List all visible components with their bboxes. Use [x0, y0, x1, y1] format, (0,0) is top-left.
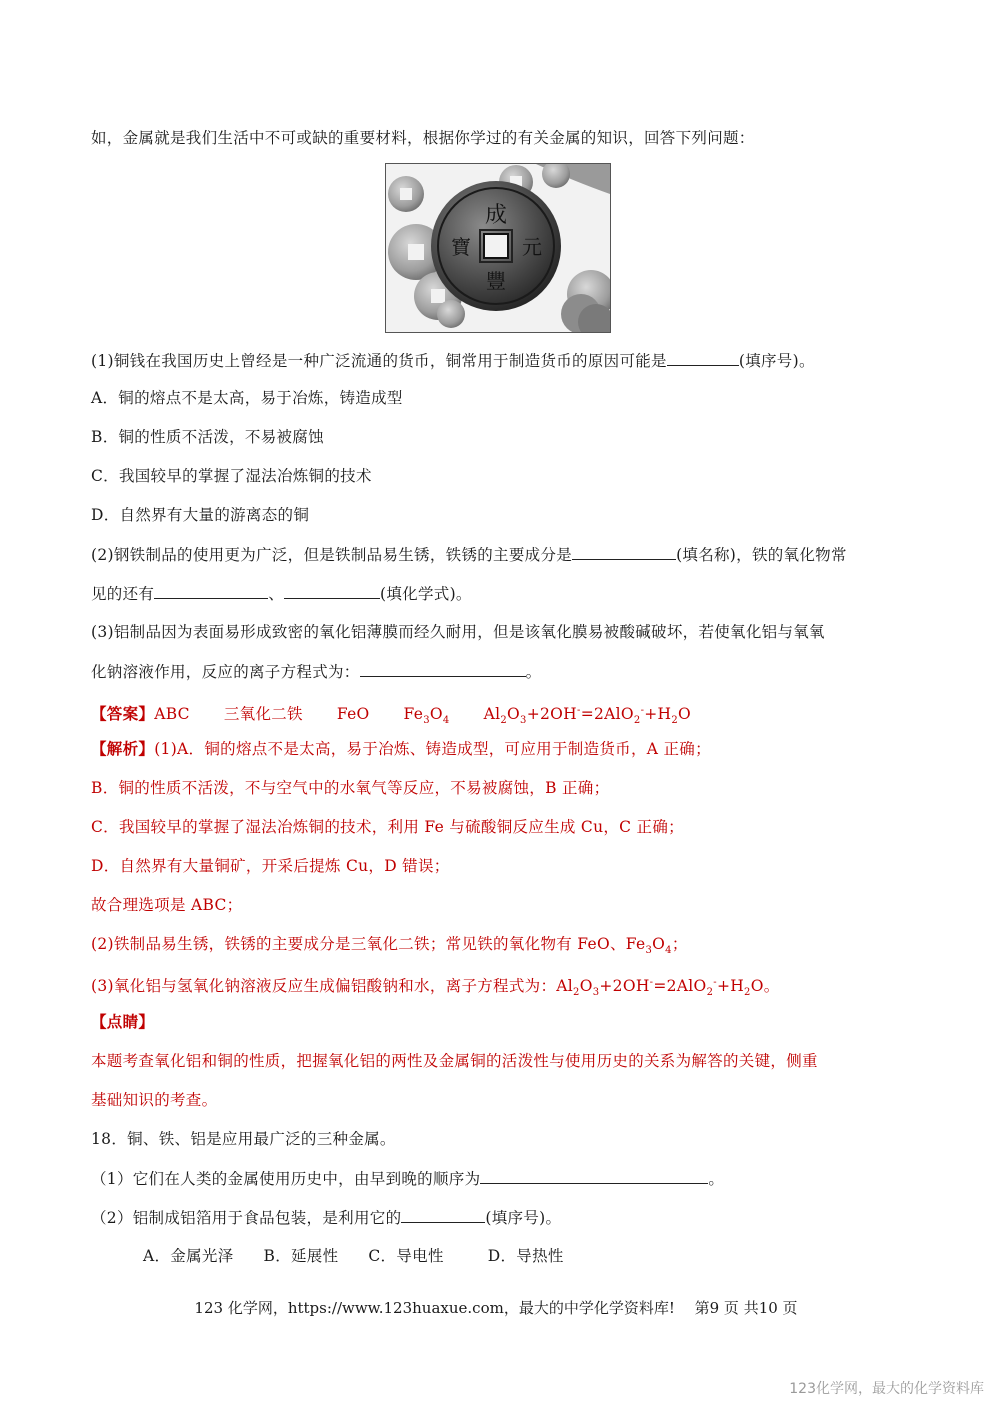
analysis-text-1: (1)A．铜的熔点不是太高，易于冶炼、铸造成型，可应用于制造货币，A 正确； — [154, 740, 711, 758]
option-b: B．铜的性质不活泼，不易被腐蚀 — [91, 428, 324, 446]
watermark: 123化学网，最大的化学资料库 — [789, 1381, 984, 1397]
separator: 、 — [268, 585, 285, 603]
answer-blank-7[interactable] — [401, 1206, 485, 1223]
q18-part1-text: （1）它们在人类的金属使用历史中，由早到晚的顺序为 — [91, 1170, 481, 1188]
answer-label: 【答案】 — [91, 704, 155, 724]
question-18-part-2 — [91, 1206, 561, 1229]
q18-part1-suffix: 。 — [708, 1170, 725, 1188]
svg-text:寶: 寶 — [451, 235, 471, 259]
question-3-line-2 — [91, 660, 541, 683]
question-2-line2-suffix: (填化学式)。 — [380, 585, 472, 603]
question-18-part-1 — [91, 1167, 724, 1190]
comment-line-1: 本题考查氧化铝和铜的性质，把握氧化铝的两性及金属铜的活泼性与使用历史的关系为解答的关键，侧重 — [91, 1052, 818, 1070]
analysis-line-2: B．铜的性质不活泼，不与空气中的水氧气等反应，不易被腐蚀，B 正确； — [91, 779, 610, 797]
svg-text:元: 元 — [522, 235, 542, 259]
q18-option-d: D．导热性 — [487, 1247, 564, 1265]
question-3-text: 化钠溶液作用，反应的离子方程式为： — [91, 663, 360, 681]
answer-blank-3[interactable] — [154, 582, 268, 599]
analysis-line-3: C．我国较早的掌握了湿法冶炼铜的技术，利用 Fe 与硫酸铜反应生成 Cu，C 正确； — [91, 818, 684, 836]
question-1-suffix: (填序号)。 — [738, 352, 815, 370]
analysis-line-6: (2)铁制品易生锈，铁锈的主要成分是三氧化二铁；常见铁的氧化物有 FeO、$Fe_3O_4$； — [91, 935, 688, 957]
answer-blank-6[interactable] — [480, 1167, 708, 1184]
option-c: C．我国较早的掌握了湿法冶炼铜的技术 — [91, 467, 372, 485]
q18-option-a: A．金属光泽 — [143, 1247, 234, 1265]
copper-coins-image — [385, 163, 611, 333]
svg-text:成: 成 — [484, 203, 508, 228]
comment-label: 【点睛】 — [91, 1012, 155, 1031]
intro-text: 如，金属就是我们生活中不可或缺的重要材料，根据你学过的有关金属的知识，回答下列问题： — [91, 129, 755, 147]
svg-text:豐: 豐 — [486, 269, 506, 293]
question-3-suffix: 。 — [525, 663, 542, 681]
question-1-stem — [91, 349, 815, 372]
option-d: D．自然界有大量的游离态的铜 — [91, 506, 310, 524]
answer-4: $Fe_3O_4$ — [403, 705, 450, 727]
q18-part2-text: （2）铝制成铝箔用于食品包装，是利用它的 — [91, 1209, 402, 1227]
option-a: A．铜的熔点不是太高，易于冶炼，铸造成型 — [91, 389, 403, 407]
answer-1: ABC — [154, 705, 190, 724]
analysis-label: 【解析】 — [91, 739, 155, 758]
question-3-line-1: (3)铝制品因为表面易形成致密的氧化铝薄膜而经久耐用，但是该氧化膜易被酸碱破坏，若使氧化铝与氧氧 — [91, 623, 825, 641]
analysis-line-1 — [91, 738, 711, 760]
answer-3: FeO — [336, 705, 370, 724]
q18-option-b: B．延展性 — [263, 1247, 339, 1265]
comment-line-2: 基础知识的考查。 — [91, 1091, 218, 1109]
q18-option-c: C．导电性 — [368, 1247, 444, 1265]
equation: $Al_2O_3+2OH^-=2AlO_2^-+H_2O$ — [556, 977, 764, 999]
question-2-text: (2)钢铁制品的使用更为广泛，但是铁制品易生锈，铁锈的主要成分是 — [91, 546, 573, 564]
answer-blank-2[interactable] — [572, 543, 676, 560]
question-2-line-1 — [91, 543, 847, 566]
question-2-line2-text: 见的还有 — [91, 585, 155, 603]
answer-line — [91, 700, 691, 732]
question-2-suffix: (填名称)，铁的氧化物常 — [676, 546, 847, 564]
question-1-text: (1)铜钱在我国历史上曾经是一种广泛流通的货币，铜常用于制造货币的原因可能是 — [91, 352, 667, 370]
q18-part2-suffix: (填序号)。 — [485, 1209, 562, 1227]
answer-2: 三氧化二铁 — [223, 705, 303, 724]
analysis-line-4: D．自然界有大量铜矿，开采后提炼 Cu，D 错误； — [91, 857, 450, 875]
analysis-line-7: (3)氧化铝与氢氧化钠溶液反应生成偏铝酸钠和水，离子方程式为：$Al_2O_3+2OH^-=2AlO_2^-+H_2O$。 — [91, 977, 780, 999]
question-18-title: 18．铜、铁、铝是应用最广泛的三种金属。 — [91, 1130, 396, 1148]
page-footer: 123 化学网，https://www.123huaxue.com，最大的中学化学资料库! 第9 页 共10 页 — [194, 1299, 798, 1317]
answer-5-equation: $Al_2O_3+2OH^-=2AlO_2^-+H_2O$ — [483, 705, 692, 727]
question-18-options — [143, 1245, 594, 1267]
question-2-line-2 — [91, 582, 472, 605]
answer-blank-4[interactable] — [284, 582, 380, 599]
answer-blank-5[interactable] — [360, 660, 526, 677]
answer-blank-1[interactable] — [667, 349, 739, 366]
analysis-line-5: 故合理选项是 ABC； — [91, 896, 243, 914]
